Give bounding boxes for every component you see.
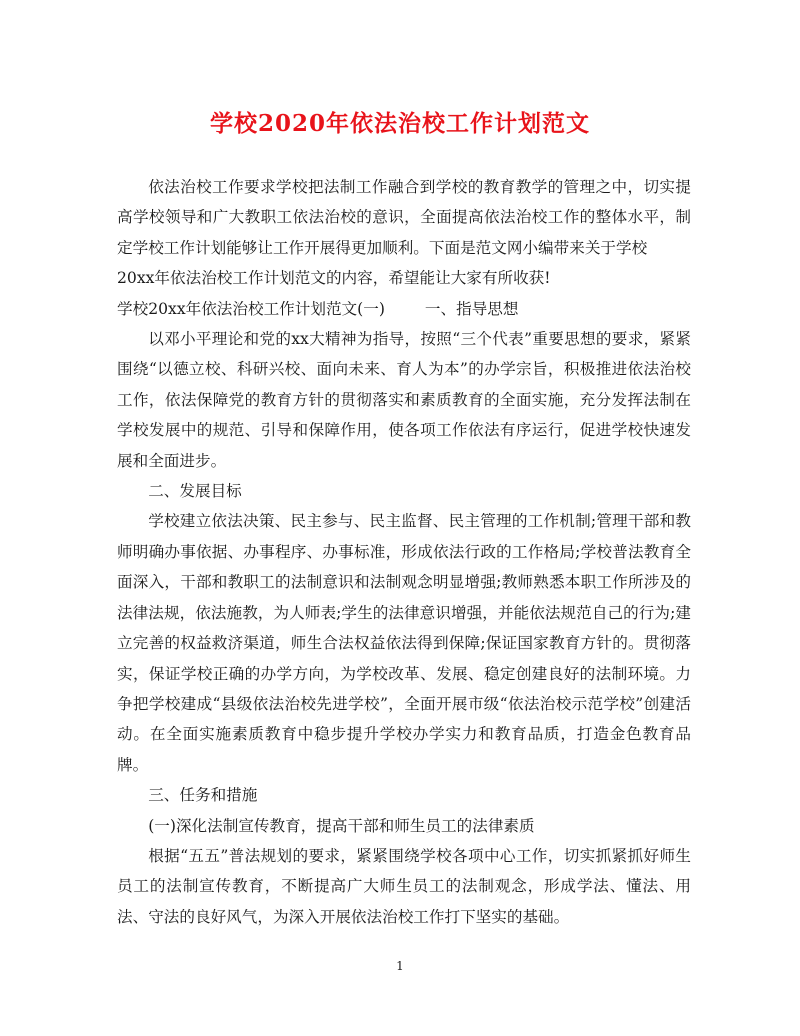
intro-paragraph-continued: 20xx年依法治校工作计划范文的内容，希望能让大家有所收获!: [117, 269, 551, 288]
subheading-legal-education: (一)深化法制宣传教育，提高干部和师生员工的法律素质: [148, 816, 535, 835]
guiding-ideology-paragraph: 以邓小平理论和党的xx大精神为指导，按照“三个代表”重要思想的要求，紧紧围绕“以德立校、科研兴校、面向未来、育人为本”的办学宗旨，积极推进依法治校工作，依法保障党的教育方针的贯彻落实和素质教育的全面实施，充分发挥法制在学校发展中的规范、引导和保障作用，使各项工作依法有序运行，促进学校快速发展和全面进步。: [117, 330, 691, 470]
intro-paragraph: 依法治校工作要求学校把法制工作融合到学校的教育教学的管理之中，切实提高学校领导和广大教职工依法治校的意识，全面提高依法治校工作的整体水平，制定学校工作计划能够让工作开展得更加顺利。下面是范文网小编带来关于学校: [117, 178, 691, 257]
page-number: 1: [396, 959, 404, 973]
heading-development-goals: 二、发展目标: [148, 482, 242, 501]
document-body: [117, 172, 691, 932]
legal-education-paragraph: 根据“五五”普法规划的要求，紧紧围绕学校各项中心工作，切实抓紧抓好师生员工的法制宣传教育，不断提高广大师生员工的法制观念，形成学法、懂法、用法、守法的良好风气，为深入开展依法治校工作打下坚实的基础。: [117, 846, 691, 926]
document-title: 学校2020年依法治校工作计划范文: [209, 110, 590, 137]
plan-subtitle: 学校20xx年依法治校工作计划范文(一): [117, 299, 385, 318]
heading-tasks-measures: 三、任务和措施: [148, 786, 258, 805]
development-goals-paragraph: 学校建立依法决策、民主参与、民主监督、民主管理的工作机制;管理干部和教师明确办事依据、办事程序、办事标准，形成依法行政的工作格局;学校普法教育全面深入，干部和教职工的法制意识和法制观念明显增强;教师熟悉本职工作所涉及的法律法规，依法施教，为人师表;学生的法律意识增强，并能依法规范自己的行为;建立完善的权益救济渠道，师生合法权益依法得到保障;保证国家教育方针的。贯彻落实，保证学校正确的办学方向，为学校改革、发展、稳定创建良好的法制环境。力争把学校建成“县级依法治校先进学校”，全面开展市级“依法治校示范学校”创建活动。在全面实施素质教育中稳步提升学校办学实力和教育品质，打造金色教育品牌。: [117, 512, 691, 774]
section-subtitle-line: [117, 294, 691, 324]
heading-guiding-ideology: 一、指导思想: [424, 299, 519, 318]
